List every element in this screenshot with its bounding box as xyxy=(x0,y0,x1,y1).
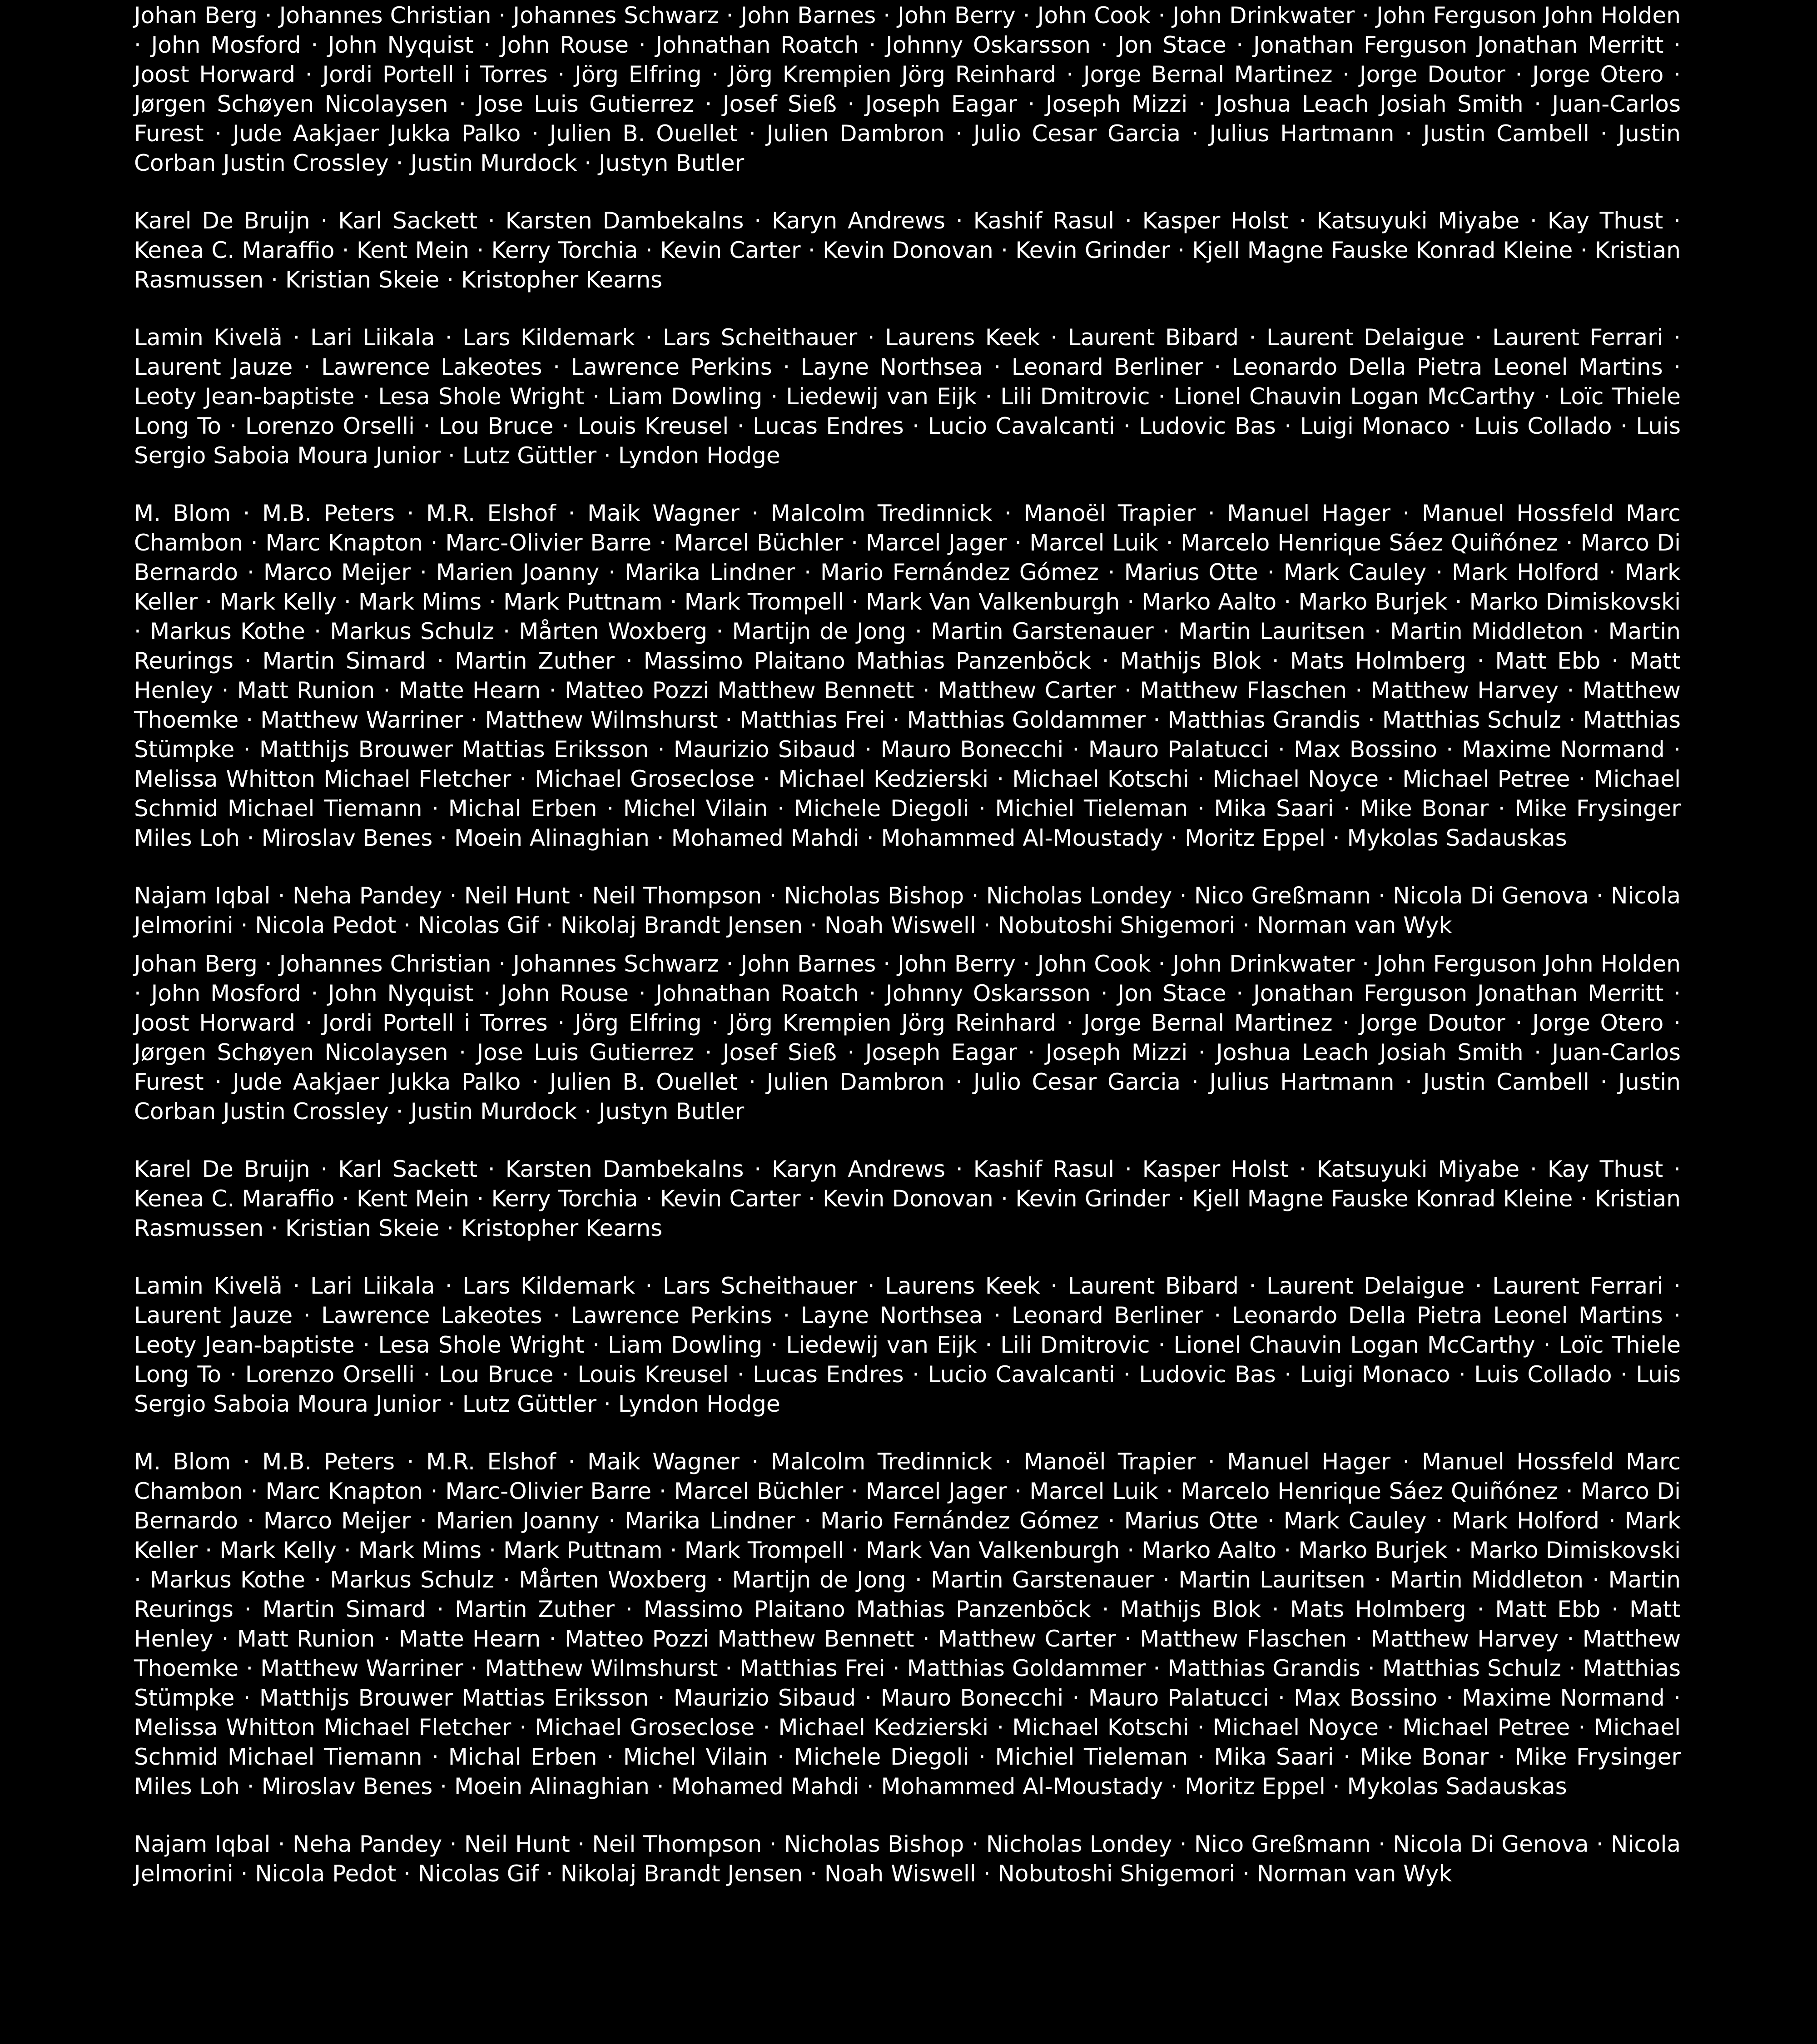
credits-paragraph-j: Johan Berg · Johannes Christian · Johannes Schwarz · John Barnes · John Berry · John Cook · John Drinkwater · John Ferguson John Holden · John Mosford · John Nyquist · John Rouse · Johnathan Roatch · Johnny Oskarsson · Jon Stace · Jonathan Ferguson Jonathan Merritt · Joost Horward · Jordi Portell i Torres · Jörg Elfring · Jörg Krempien Jörg Reinhard · Jorge Bernal Martinez · Jorge Doutor · Jorge Otero · Jørgen Schøyen Nicolaysen · Jose Luis Gutierrez · Josef Sieß · Joseph Eagar · Joseph Mizzi · Joshua Leach Josiah Smith · Juan-Carlos Furest · Jude Aakjaer Jukka Palko · Julien B. Ouellet · Julien Dambron · Julio Cesar Garcia · Julius Hartmann · Justin Cambell · Justin Corban Justin Crossley · Justin Murdock · Justyn Butler xyxy=(134,2,1681,176)
credits-block-1 xyxy=(134,1,1681,940)
credits-block-2 xyxy=(134,949,1681,1889)
credits-paragraph-k: Karel De Bruijn · Karl Sackett · Karsten Dambekalns · Karyn Andrews · Kashif Rasul · Kasper Holst · Katsuyuki Miyabe · Kay Thust · Kenea C. Maraffio · Kent Mein · Kerry Torchia · Kevin Carter · Kevin Donovan · Kevin Grinder · Kjell Magne Fauske Konrad Kleine · Kristian Rasmussen · Kristian Skeie · Kristopher Kearns xyxy=(134,208,1681,293)
credits-paragraph-j-repeat: Johan Berg · Johannes Christian · Johannes Schwarz · John Barnes · John Berry · John Cook · John Drinkwater · John Ferguson John Holden · John Mosford · John Nyquist · John Rouse · Johnathan Roatch · Johnny Oskarsson · Jon Stace · Jonathan Ferguson Jonathan Merritt · Joost Horward · Jordi Portell i Torres · Jörg Elfring · Jörg Krempien Jörg Reinhard · Jorge Bernal Martinez · Jorge Doutor · Jorge Otero · Jørgen Schøyen Nicolaysen · Jose Luis Gutierrez · Josef Sieß · Joseph Eagar · Joseph Mizzi · Joshua Leach Josiah Smith · Juan-Carlos Furest · Jude Aakjaer Jukka Palko · Julien B. Ouellet · Julien Dambron · Julio Cesar Garcia · Julius Hartmann · Justin Cambell · Justin Corban Justin Crossley · Justin Murdock · Justyn Butler xyxy=(134,951,1681,1125)
credits-paragraph-n-repeat: Najam Iqbal · Neha Pandey · Neil Hunt · Neil Thompson · Nicholas Bishop · Nicholas Londey · Nico Greßmann · Nicola Di Genova · Nicola Jelmorini · Nicola Pedot · Nicolas Gif · Nikolaj Brandt Jensen · Noah Wiswell · Nobutoshi Shigemori · Norman van Wyk xyxy=(134,1831,1681,1887)
credits-paragraph-m: M. Blom · M.B. Peters · M.R. Elshof · Maik Wagner · Malcolm Tredinnick · Manoël Trapier · Manuel Hager · Manuel Hossfeld Marc Chambon · Marc Knapton · Marc-Olivier Barre · Marcel Büchler · Marcel Jager · Marcel Luik · Marcelo Henrique Sáez Quiñónez · Marco Di Bernardo · Marco Meijer · Marien Joanny · Marika Lindner · Mario Fernández Gómez · Marius Otte · Mark Cauley · Mark Holford · Mark Keller · Mark Kelly · Mark Mims · Mark Puttnam · Mark Trompell · Mark Van Valkenburgh · Marko Aalto · Marko Burjek · Marko Dimiskovski · Markus Kothe · Markus Schulz · Mårten Woxberg · Martijn de Jong · Martin Garstenauer · Martin Lauritsen · Martin Middleton · Martin Reurings · Martin Simard · Martin Zuther · Massimo Plaitano Mathias Panzenböck · Mathijs Blok · Mats Holmberg · Matt Ebb · Matt Henley · Matt Runion · Matte Hearn · Matteo Pozzi Matthew Bennett · Matthew Carter · Matthew Flaschen · Matthew Harvey · Matthew Thoemke · Matthew Warriner · Matthew Wilmshurst · Matthias Frei · Matthias Goldammer · Matthias Grandis · Matthias Schulz · Matthias Stümpke · Matthijs Brouwer Mattias Eriksson · Maurizio Sibaud · Mauro Bonecchi · Mauro Palatucci · Max Bossino · Maxime Normand · Melissa Whitton Michael Fletcher · Michael Groseclose · Michael Kedzierski · Michael Kotschi · Michael Noyce · Michael Petree · Michael Schmid Michael Tiemann · Michal Erben · Michel Vilain · Michele Diegoli · Michiel Tieleman · Mika Saari · Mike Bonar · Mike Frysinger Miles Loh · Miroslav Benes · Moein Alinaghian · Mohamed Mahdi · Mohammed Al-Moustady · Moritz Eppel · Mykolas Sadauskas xyxy=(134,500,1681,851)
credits-paragraph-k-repeat: Karel De Bruijn · Karl Sackett · Karsten Dambekalns · Karyn Andrews · Kashif Rasul · Kasper Holst · Katsuyuki Miyabe · Kay Thust · Kenea C. Maraffio · Kent Mein · Kerry Torchia · Kevin Carter · Kevin Donovan · Kevin Grinder · Kjell Magne Fauske Konrad Kleine · Kristian Rasmussen · Kristian Skeie · Kristopher Kearns xyxy=(134,1156,1681,1241)
credits-paragraph-n: Najam Iqbal · Neha Pandey · Neil Hunt · Neil Thompson · Nicholas Bishop · Nicholas Londey · Nico Greßmann · Nicola Di Genova · Nicola Jelmorini · Nicola Pedot · Nicolas Gif · Nikolaj Brandt Jensen · Noah Wiswell · Nobutoshi Shigemori · Norman van Wyk xyxy=(134,883,1681,938)
credits-paragraph-l: Lamin Kivelä · Lari Liikala · Lars Kildemark · Lars Scheithauer · Laurens Keek · Laurent Bibard · Laurent Delaigue · Laurent Ferrari · Laurent Jauze · Lawrence Lakeotes · Lawrence Perkins · Layne Northsea · Leonard Berliner · Leonardo Della Pietra Leonel Martins · Leoty Jean-baptiste · Lesa Shole Wright · Liam Dowling · Liedewij van Eijk · Lili Dmitrovic · Lionel Chauvin Logan McCarthy · Loïc Thiele Long To · Lorenzo Orselli · Lou Bruce · Louis Kreusel · Lucas Endres · Lucio Cavalcanti · Ludovic Bas · Luigi Monaco · Luis Collado · Luis Sergio Saboia Moura Junior · Lutz Güttler · Lyndon Hodge xyxy=(134,324,1681,469)
credits-paragraph-m-repeat: M. Blom · M.B. Peters · M.R. Elshof · Maik Wagner · Malcolm Tredinnick · Manoël Trapier · Manuel Hager · Manuel Hossfeld Marc Chambon · Marc Knapton · Marc-Olivier Barre · Marcel Büchler · Marcel Jager · Marcel Luik · Marcelo Henrique Sáez Quiñónez · Marco Di Bernardo · Marco Meijer · Marien Joanny · Marika Lindner · Mario Fernández Gómez · Marius Otte · Mark Cauley · Mark Holford · Mark Keller · Mark Kelly · Mark Mims · Mark Puttnam · Mark Trompell · Mark Van Valkenburgh · Marko Aalto · Marko Burjek · Marko Dimiskovski · Markus Kothe · Markus Schulz · Mårten Woxberg · Martijn de Jong · Martin Garstenauer · Martin Lauritsen · Martin Middleton · Martin Reurings · Martin Simard · Martin Zuther · Massimo Plaitano Mathias Panzenböck · Mathijs Blok · Mats Holmberg · Matt Ebb · Matt Henley · Matt Runion · Matte Hearn · Matteo Pozzi Matthew Bennett · Matthew Carter · Matthew Flaschen · Matthew Harvey · Matthew Thoemke · Matthew Warriner · Matthew Wilmshurst · Matthias Frei · Matthias Goldammer · Matthias Grandis · Matthias Schulz · Matthias Stümpke · Matthijs Brouwer Mattias Eriksson · Maurizio Sibaud · Mauro Bonecchi · Mauro Palatucci · Max Bossino · Maxime Normand · Melissa Whitton Michael Fletcher · Michael Groseclose · Michael Kedzierski · Michael Kotschi · Michael Noyce · Michael Petree · Michael Schmid Michael Tiemann · Michal Erben · Michel Vilain · Michele Diegoli · Michiel Tieleman · Mika Saari · Mike Bonar · Mike Frysinger Miles Loh · Miroslav Benes · Moein Alinaghian · Mohamed Mahdi · Mohammed Al-Moustady · Moritz Eppel · Mykolas Sadauskas xyxy=(134,1449,1681,1800)
credits-paragraph-l-repeat: Lamin Kivelä · Lari Liikala · Lars Kildemark · Lars Scheithauer · Laurens Keek · Laurent Bibard · Laurent Delaigue · Laurent Ferrari · Laurent Jauze · Lawrence Lakeotes · Lawrence Perkins · Layne Northsea · Leonard Berliner · Leonardo Della Pietra Leonel Martins · Leoty Jean-baptiste · Lesa Shole Wright · Liam Dowling · Liedewij van Eijk · Lili Dmitrovic · Lionel Chauvin Logan McCarthy · Loïc Thiele Long To · Lorenzo Orselli · Lou Bruce · Louis Kreusel · Lucas Endres · Lucio Cavalcanti · Ludovic Bas · Luigi Monaco · Luis Collado · Luis Sergio Saboia Moura Junior · Lutz Güttler · Lyndon Hodge xyxy=(134,1273,1681,1417)
